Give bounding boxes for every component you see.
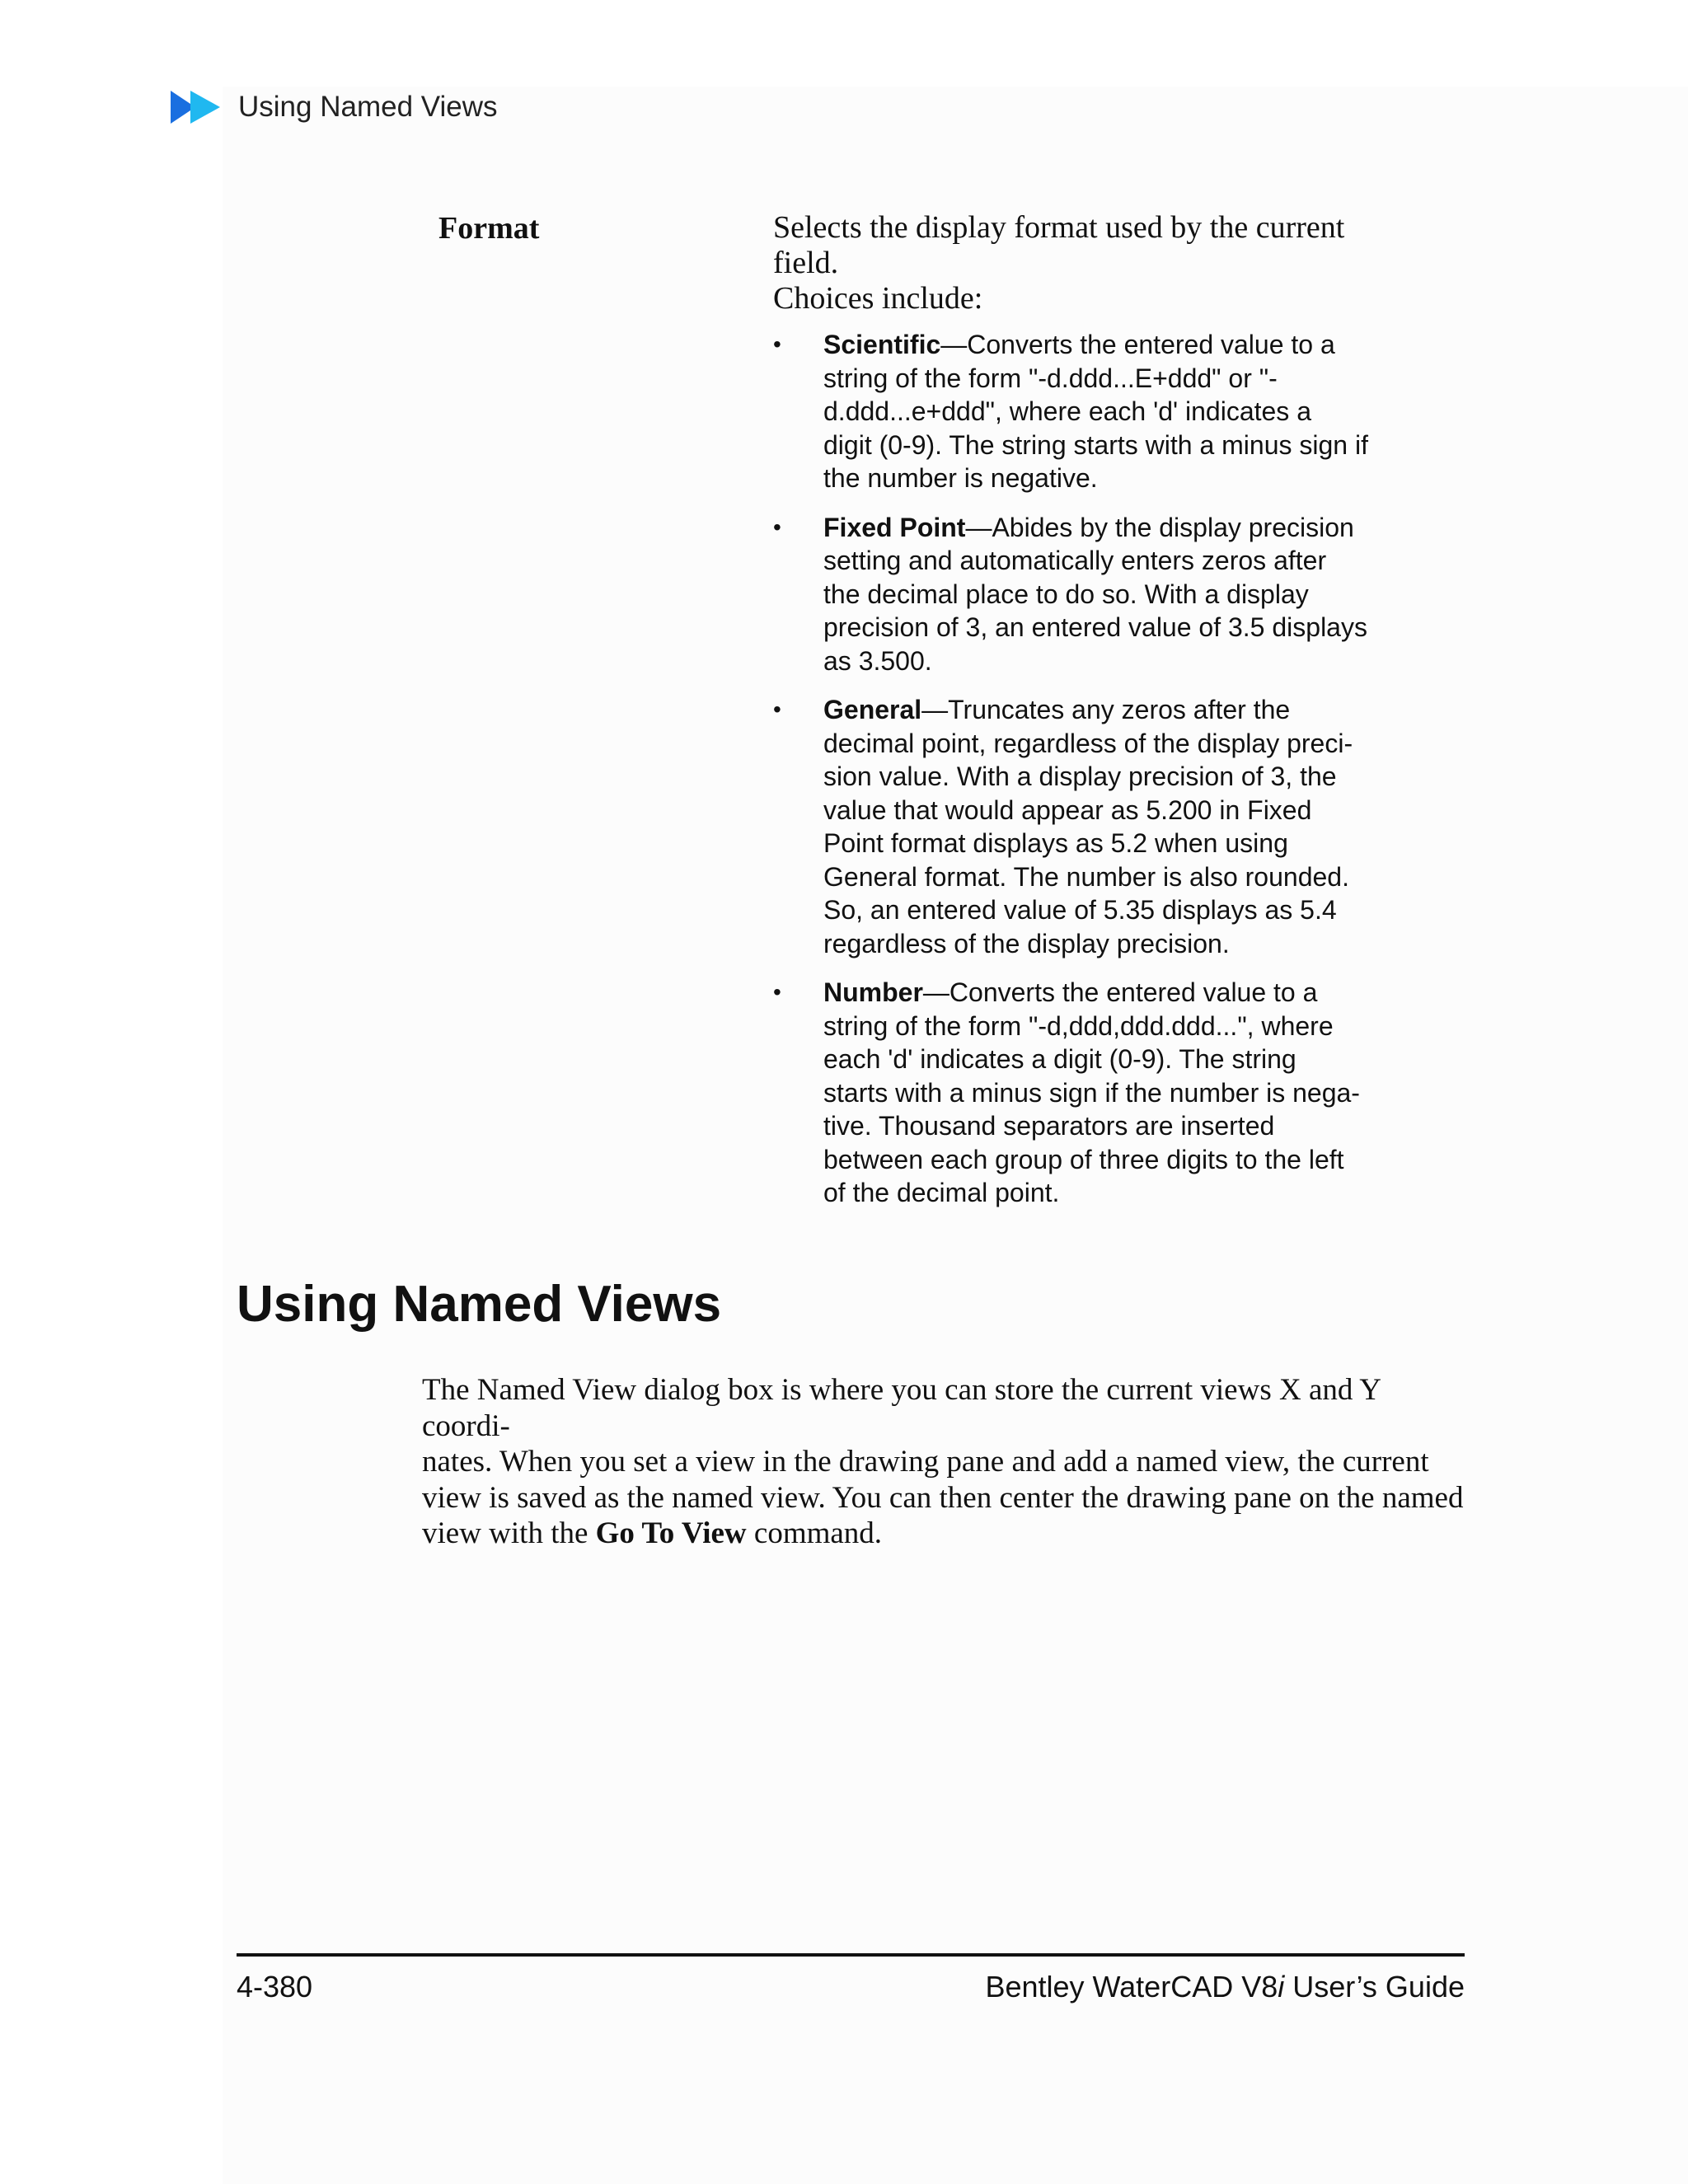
bullet-line: tive. Thousand separators are inserted (823, 1111, 1275, 1141)
bullet-line: as 3.500. (823, 645, 932, 676)
bullet-line: —Converts the entered value to a (940, 330, 1335, 359)
format-choices-list (773, 328, 1400, 1210)
bullet-line: d.ddd...e+ddd", where each 'd' indicates a (823, 396, 1311, 426)
bullet-line: —Abides by the display precision (965, 512, 1354, 542)
bullet-line: string of the form "-d.ddd...E+ddd" or "- (823, 363, 1278, 393)
bullet-line: starts with a minus sign if the number is nega- (823, 1077, 1360, 1108)
bullet-lead: Number (823, 977, 923, 1007)
bullet-line: decimal point, regardless of the display preci- (823, 728, 1353, 758)
definition-body (773, 210, 1400, 1226)
bullet-line: digit (0-9). The string starts with a minus sign if (823, 429, 1368, 460)
command-name: Go To View (595, 1516, 747, 1550)
paragraph-line: nates. When you set a view in the drawing pane and add a named view, the current (422, 1445, 1429, 1479)
description-line: field. (773, 246, 839, 280)
list-item-scientific (773, 328, 1400, 495)
bullet-lead: Fixed Point (823, 512, 966, 542)
bullet-line: precision of 3, an entered value of 3.5 displays (823, 612, 1367, 642)
description-line: Selects the display format used by the current (773, 210, 1345, 245)
paragraph-line: view with the (422, 1516, 596, 1550)
bullet-line: the decimal place to do so. With a display (823, 579, 1309, 609)
bullet-icon: • (773, 696, 781, 722)
bullet-icon: • (773, 513, 781, 540)
bullet-line: setting and automatically enters zeros after (823, 546, 1327, 575)
bullet-line: Point format displays as 5.2 when using (823, 828, 1288, 858)
bullet-icon: • (773, 979, 781, 1005)
book-title (985, 1970, 1465, 2004)
bullet-icon: • (773, 331, 781, 357)
bullet-line: each 'd' indicates a digit (0-9). The string (823, 1044, 1296, 1074)
bullet-lead: Scientific (823, 330, 941, 359)
page-number: 4-380 (237, 1970, 313, 2004)
bullet-line: value that would appear as 5.200 in Fixed (823, 794, 1312, 825)
book-title-prefix: Bentley WaterCAD V8 (985, 1970, 1278, 2004)
list-item-fixed-point (773, 511, 1400, 678)
bullet-line: So, an entered value of 5.35 displays as 5.4 (823, 895, 1337, 925)
bullet-line: —Converts the entered value to a (922, 977, 1318, 1007)
running-header-title: Using Named Views (238, 91, 498, 123)
bullet-line: the number is negative. (823, 463, 1098, 493)
paragraph-line: view is saved as the named view. You can then center the drawing pane on the named (422, 1480, 1464, 1515)
bullet-line: string of the form "-d,ddd,ddd.ddd...", where (823, 1010, 1334, 1041)
footer-rule (237, 1953, 1465, 1957)
book-title-italic: i (1278, 1970, 1285, 2004)
bullet-lead: General (823, 695, 922, 724)
list-item-general (773, 693, 1400, 960)
section-heading: Using Named Views (237, 1276, 722, 1333)
bullet-line: between each group of three digits to the left (823, 1144, 1344, 1174)
definition-term: Format (438, 211, 540, 246)
paragraph-line: command. (746, 1516, 883, 1550)
running-header (171, 87, 498, 128)
section-paragraph (422, 1372, 1467, 1552)
bullet-line: of the decimal point. (823, 1178, 1060, 1207)
definition-description (773, 210, 1400, 316)
bullet-line: regardless of the display precision. (823, 928, 1230, 958)
description-line: Choices include: (773, 281, 983, 316)
double-arrow-icon (171, 89, 222, 125)
bullet-line: sion value. With a display precision of 3, the (823, 762, 1337, 791)
bullet-line: —Truncates any zeros after the (921, 695, 1291, 724)
book-title-suffix: User’s Guide (1284, 1970, 1465, 2004)
list-item-number (773, 976, 1400, 1210)
bullet-line: General format. The number is also rounded. (823, 861, 1349, 892)
paragraph-line: The Named View dialog box is where you can store the current views X and Y coordi- (422, 1373, 1381, 1443)
